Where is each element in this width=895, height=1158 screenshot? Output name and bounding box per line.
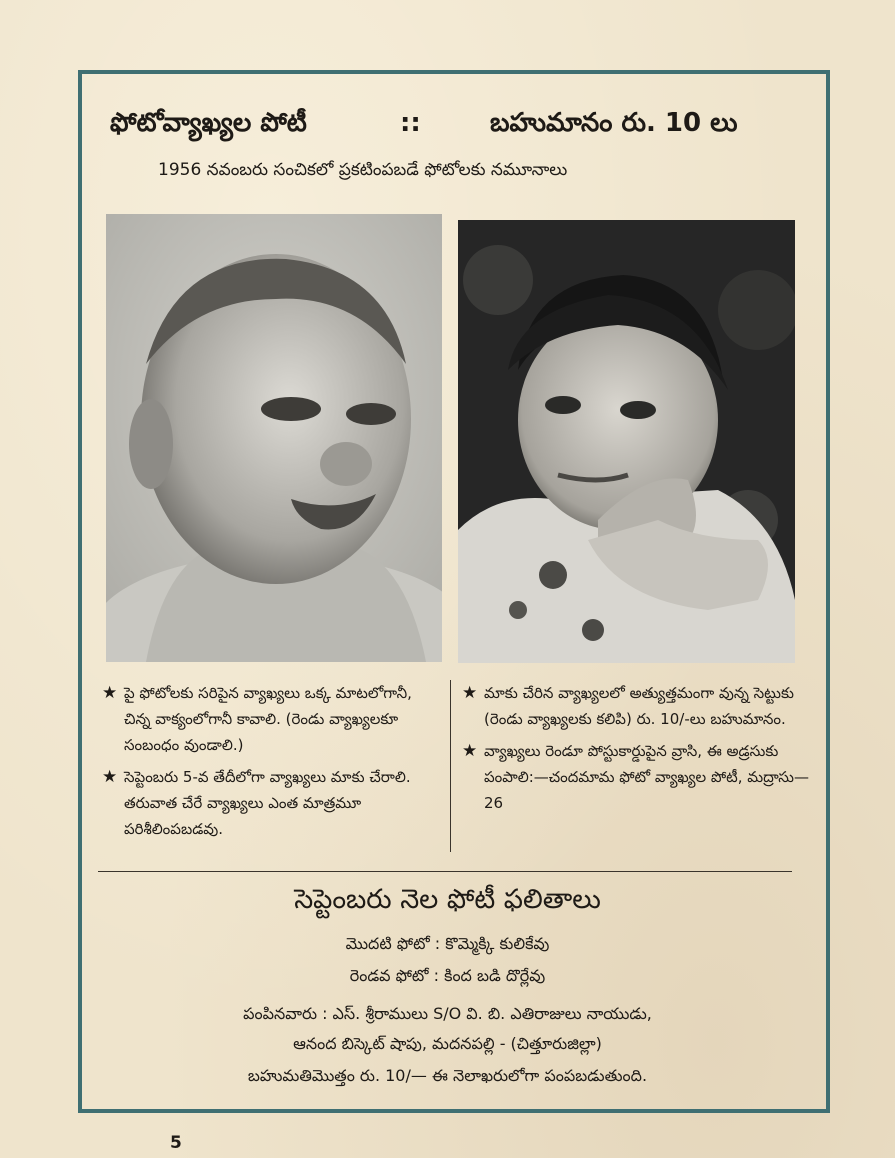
prize-note: బహుమతిమొత్తం రు. 10/— ఈ నెలాఖరులోగా పంపబడుతుంది. bbox=[247, 1066, 648, 1085]
rule-text: వ్యాఖ్యలు రెండూ పోస్టుకార్డుపైన వ్రాసి, ఈ అడ్రసుకు పంపాలి:—చందమామ ఫోటో వ్యాఖ్యల పోటీ, మద్రాసు—26 bbox=[484, 742, 809, 812]
contest-title-row bbox=[110, 108, 810, 148]
rule-item bbox=[102, 764, 442, 842]
first-photo-result: మొదటి ఫోటో : కొమ్మెక్కి కులికేవు bbox=[345, 934, 550, 953]
rule-item bbox=[102, 680, 442, 758]
contest-title: ఫోటోవ్యాఖ్యల పోటీ bbox=[110, 108, 307, 138]
page-number: 5 bbox=[170, 1133, 182, 1153]
rule-text: పై ఫోటోలకు సరిపైన వ్యాఖ్యలు ఒక్క మాటలోగానీ, చిన్న వాక్యంలోగానీ కావాలి. (రెండు వ్యాఖ్యలకూ సంబంధం వుండాలి.) bbox=[124, 684, 412, 754]
prize-heading: బహుమానం రు. 10 లు bbox=[490, 108, 738, 138]
title-separator: :: bbox=[400, 108, 421, 138]
star-icon: ★ bbox=[102, 683, 118, 703]
star-icon: ★ bbox=[462, 683, 478, 703]
star-icon: ★ bbox=[102, 767, 118, 787]
sender-address-line: ఆనంద బిస్కెట్ షాపు, మదనపల్లి - (చిత్తూరుజిల్లా) bbox=[293, 1034, 602, 1053]
rules-left-column bbox=[102, 680, 442, 848]
rule-item bbox=[462, 680, 812, 732]
rule-text: సెప్టెంబరు 5-వ తేదీలోగా వ్యాఖ్యలు మాకు చేరాలి. తరువాత చేరే వ్యాఖ్యలు ఎంత మాత్రమూ పరిశీలింపబడవు. bbox=[124, 768, 411, 838]
rule-text: మాకు చేరిన వ్యాఖ్యలలో అత్యుత్తమంగా వున్న సెట్టుకు (రెండు వ్యాఖ్యలకు కలిపి) రు. 10/-లు బహుమానం. bbox=[484, 684, 794, 728]
rules-right-column bbox=[462, 680, 812, 822]
photo-girl-icon bbox=[458, 220, 795, 663]
star-icon: ★ bbox=[462, 741, 478, 761]
column-divider bbox=[450, 680, 451, 852]
sender-line: పంపినవారు : ఎస్. శ్రీరాములు S/O వి. బి. ఎతిరాజులు నాయుడు, bbox=[243, 1004, 652, 1023]
contest-subtitle: 1956 నవంబరు సంచికలో ప్రకటింపబడే ఫోటోలకు నమూనాలు bbox=[158, 160, 568, 180]
section-divider bbox=[98, 871, 792, 872]
results-heading: సెప్టెంబరు నెల ఫోటీ ఫలితాలు bbox=[294, 884, 601, 915]
rule-item bbox=[462, 738, 812, 816]
photo-baby-icon bbox=[106, 214, 442, 662]
second-photo-result: రెండవ ఫోటో : కింద బడి దొర్లేవు bbox=[349, 966, 546, 985]
